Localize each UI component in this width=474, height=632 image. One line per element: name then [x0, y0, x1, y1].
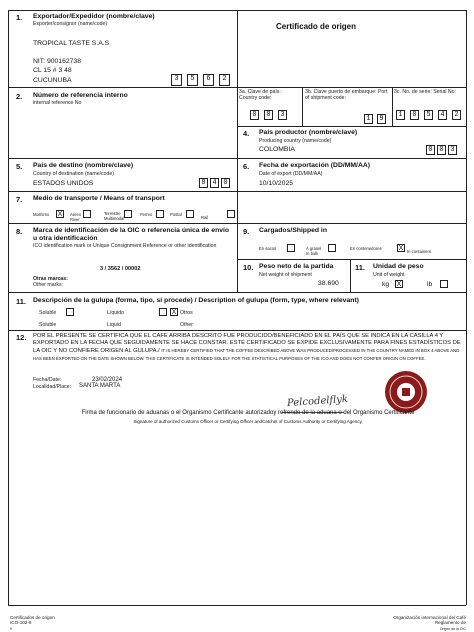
desc-liquid-label: Líquido: [107, 310, 125, 316]
shipped-bags-label: En sacos: [259, 246, 277, 251]
certification-text-en: IT IS HEREBY CERTIFIED THAT THE COFFEE DESCRIBED ABOVE WAS PRODUCED/PROCESSED IN THE COUNTRY NAMED IN BOX 4 ABOVE AND HAS BEEN EXPORTED ON THE DATE SHOWN BELOW. THIS CERTIFICATE IS INTENDED SOLELY FOR THE STATISTICAL PURPOSES OF THE ICO AND DOES NOT CONFER ORIGIN ON COFFEE.: [33, 348, 460, 361]
s3c-label: 3c. No. de serie: Serial No:: [394, 89, 456, 95]
signature-image: Pelcodelflyk: [286, 393, 349, 410]
destination-digit: 0: [221, 178, 230, 188]
serial-digit: 4: [438, 110, 447, 120]
certification-place: SANTA MARTA: [79, 383, 121, 389]
s3a-label: 3a. Clave de país: Country code:: [239, 89, 281, 101]
s8-title: Marca de identificación de la OIC o referencia única de envío u otra identificación: [33, 227, 230, 242]
s10-title: Peso neto de la partida: [259, 263, 334, 270]
s12-number: 12.: [16, 333, 27, 342]
shipped-bags-checkbox[interactable]: [287, 244, 295, 252]
s11w-number: 11.: [355, 263, 366, 272]
desc-other-sub: Other: [180, 322, 193, 328]
shipped-containers-label: En contenedores: [350, 246, 382, 251]
port-code-digit: 1: [364, 114, 373, 124]
ico-identification: 3 / 3562 / 00002: [100, 266, 141, 272]
exporter-name: TROPICAL TASTE S.A.S: [33, 40, 110, 47]
shipped-bulk-checkbox[interactable]: [328, 244, 336, 252]
producing-country-digit: 0: [437, 145, 446, 155]
transport-rail-label: Ferreo: [140, 212, 153, 217]
serial-digit: 2: [452, 110, 461, 120]
signature-caption-en: Signature of authorized Customs Officer or Certifying Officer andCatchet of Customs Authority or Certifying Agency.: [133, 419, 363, 424]
transport-other-checkbox[interactable]: [227, 210, 235, 218]
row-line-7: [8, 292, 466, 293]
s11w-title: Unidad de peso: [373, 263, 424, 270]
s3b-label: 3b. Clave puerto de embarque: Port of shipment code:: [305, 89, 388, 101]
serial-digit: 0: [410, 110, 419, 120]
col-divider: [237, 10, 238, 292]
s9-title: Cargados/Shipped in: [259, 227, 327, 234]
unit-kg-checkbox[interactable]: X: [396, 281, 402, 288]
exporter-code-digit: 6: [203, 74, 214, 86]
desc-soluble-sub: Soluble: [39, 322, 57, 328]
s8-subtitle: ICO identification mark or Unique Consignment Reference or other identification: [33, 243, 217, 249]
row-line-8: [8, 330, 466, 331]
transport-postal-label: Postal: [170, 212, 182, 217]
place-label: Localidad/Place:: [33, 384, 72, 390]
s10-subtitle: Net weight of shipment: [259, 272, 312, 278]
transport-other-label: Rail: [201, 215, 209, 220]
row-line-6: [237, 259, 466, 260]
s2-title: Número de referencia interno: [33, 92, 128, 99]
s7-title: Medio de transporte / Means of transport: [33, 195, 165, 202]
footer-right-sub: Origen de la OIC: [439, 627, 466, 631]
s2-subtitle: internal reference No: [33, 100, 82, 106]
s11w-subtitle: Unit of weight: [373, 272, 405, 278]
frame-bottom: [8, 605, 466, 606]
s10-number: 10.: [243, 263, 254, 272]
footer-left: Certificados de origen ICO-102-9: [10, 615, 55, 625]
s11-title: Descripción de la gulupa (forma, tipo, si procede) / Description of gulupa (form, type, where relevant): [33, 297, 359, 304]
exporter-city: CUCUNUBA: [33, 77, 72, 84]
document-title: Certificado de origen: [276, 22, 357, 31]
frame-right: [466, 10, 467, 605]
country-code-digit: 0: [250, 110, 259, 120]
frame-left: [8, 10, 9, 605]
s9-number: 9.: [243, 227, 250, 236]
desc-other-label: Otros: [180, 310, 193, 316]
unit-lb-label: lb: [427, 281, 433, 288]
s4-number: 4.: [243, 129, 250, 138]
desc-other-checkbox[interactable]: X: [171, 309, 177, 316]
exporter-address: CL 15 # 3 48: [33, 67, 72, 74]
unit-kg-label: kg: [382, 281, 390, 288]
s8-number: 8.: [16, 227, 23, 236]
export-date: 10/10/2025: [259, 180, 294, 187]
serial-digit: 1: [396, 110, 405, 120]
footer-right: Organización internacional del Café Reglamento de: [393, 615, 466, 625]
exporter-code-digit: 3: [171, 74, 182, 86]
s1-title: Exportador/Expedidor (nombre/clave): [33, 13, 155, 20]
transport-sea-label: Marítimo: [33, 212, 50, 217]
shipped-bulk-sub: In bulk: [306, 251, 319, 256]
s4-subtitle: Producing country (name/code): [259, 138, 332, 144]
producing-country-digit: 3: [448, 145, 457, 155]
s6-subtitle: Date of export (DD/MM/AA): [259, 171, 323, 177]
s6-title: Fecha de exportación (DD/MM/AA): [259, 162, 371, 169]
s1-subtitle: Exporter/consignor (name/code): [33, 21, 108, 27]
col-3b: [302, 87, 303, 126]
port-code-digit: 9: [377, 114, 386, 124]
s11-number: 11.: [16, 297, 27, 306]
shipped-containers-sub: In containers: [407, 249, 431, 254]
producing-country-digit: 0: [426, 145, 435, 155]
s6-number: 6.: [243, 162, 250, 171]
desc-soluble-label: Soluble: [39, 310, 57, 316]
transport-multimodal-label: Multimodal: [104, 216, 125, 221]
transport-sea-checkbox[interactable]: X: [57, 211, 63, 218]
destination-country: ESTADOS UNIDOS: [33, 180, 94, 187]
desc-liquid-sub: Liquid: [107, 322, 121, 328]
transport-land-label: Terrestre: [104, 211, 121, 216]
producing-country: COLOMBIA: [259, 146, 295, 153]
exporter-code-digit: 5: [187, 74, 198, 86]
transport-postal-checkbox[interactable]: [186, 210, 194, 218]
transport-fluvial-sub: River: [70, 217, 80, 222]
other-marks-en: Other marks:: [33, 282, 63, 288]
desc-soluble-checkbox[interactable]: [66, 308, 74, 316]
s2-number: 2.: [16, 92, 23, 101]
other-marks-es: Otras marcas:: [33, 276, 68, 282]
shipped-bulk-label: A granel: [306, 246, 322, 251]
transport-rail-checkbox[interactable]: [156, 210, 164, 218]
unit-lb-checkbox[interactable]: [440, 280, 448, 288]
destination-digit: 4: [210, 178, 219, 188]
s7-number: 7.: [16, 195, 23, 204]
desc-liquid-checkbox[interactable]: [159, 308, 167, 316]
row-line-3: [237, 126, 466, 127]
date-label: Fecha/Date:: [33, 377, 62, 383]
certification-text: [33, 333, 461, 363]
transport-land-checkbox[interactable]: [124, 210, 132, 218]
signature-caption-es: Firma de funcionario de aduanas o el Organismo Certificante autorizadoy refrendo de la aduana o del Organismo Certificante: [81, 410, 415, 416]
s1-number: 1.: [16, 13, 23, 22]
s5-number: 5.: [16, 162, 23, 171]
exporter-nit: NIT: 900162738: [33, 58, 81, 65]
net-weight: 38.690: [318, 280, 339, 287]
country-code-digit: 0: [264, 110, 273, 120]
transport-air-label: Aéreo: [70, 212, 82, 217]
destination-digit: 8: [199, 178, 208, 188]
s5-title: País de destino (nombre/clave): [33, 162, 134, 169]
shipped-containers-checkbox[interactable]: X: [398, 245, 404, 252]
s5-subtitle: Country of destination (name/code): [33, 171, 115, 177]
country-code-digit: 3: [278, 110, 287, 120]
col-11w: [350, 259, 351, 292]
s4-title: País productor (nombre/clave): [259, 129, 358, 136]
footer-left-sub: 5: [10, 627, 12, 631]
transport-air-checkbox[interactable]: [83, 210, 91, 218]
certification-text-es: POR EL PRESENTE SE CERTIFICA QUE EL CAFE ARRIBA DESCRITO FUE PRODUCIDO/BENEFICIADO EN EL PAÍS QUE SE INDICA EN LA CASILLA 4 Y EXPORTADO EN LA FECHA QUE SEGUIDAMENTE SE HACE CONSTAR. ESTE CERTIFICADO SE EXPIDE EXCLUSIVAMENTE PARA FINES ESTADÍSTICOS DE LA OIC Y NO CONFIERE ORIGEN AL GULUPA./: [33, 333, 461, 354]
certification-date: 23/02/2024: [92, 377, 123, 383]
official-seal: [384, 370, 428, 414]
col-3c: [392, 87, 393, 126]
serial-digit: 5: [424, 110, 433, 120]
exporter-code-digit: 2: [219, 74, 230, 86]
